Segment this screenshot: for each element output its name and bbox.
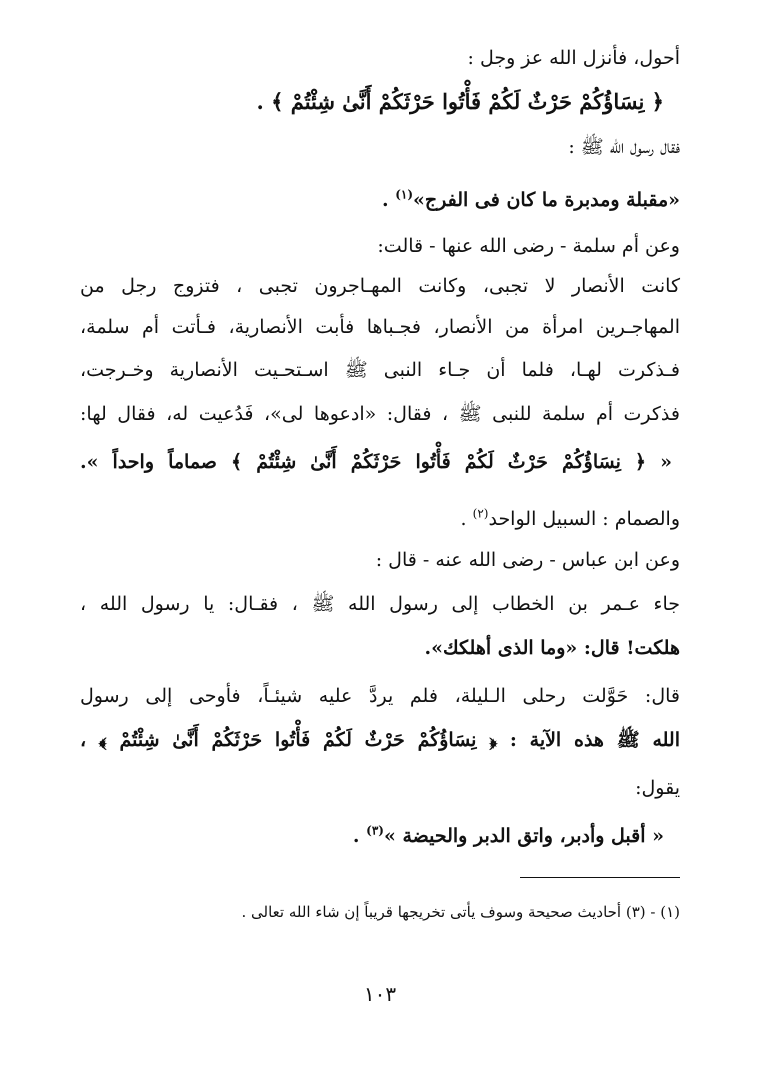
footnote-mark-3: (٣) (366, 823, 384, 838)
footnote-mark-1: (١) (395, 187, 414, 202)
definition-text: والصمام : السبيل الواحد (488, 508, 680, 530)
quran-verse-1: ﴿ نِسَاؤُكُمْ حَرْثٌ لَكُمْ فَأْتُوا حَرْثَكُمْ أَنَّىٰ شِئْتُمْ ﴾ . (256, 89, 664, 114)
footnote: (١) - (٣) أحاديث صحيحة وسوف يأتى تخريجها قريباً إن شاء الله تعالى . (241, 903, 680, 921)
text-line-12: وعن ابن عباس - رضى الله عنه - قال : (375, 549, 680, 571)
hadith-text-1 (80, 186, 680, 214)
text-line-9: فذكرت أم سلمة للنبى ﷺ ، فقال: «ادعوها لى»، فَدُعيت له، فقال لها: (80, 403, 680, 425)
text-line-7: المهاجـرين امرأة من الأنصار، فجـباها فأبت الأنصارية، فـأتت أم سلمة، (80, 316, 680, 338)
hadith-quote-1: «مقبلة ومدبرة ما كان فى الفرج» (413, 189, 680, 211)
footnote-mark-2: (٢) (472, 506, 489, 521)
page-number: ١٠٣ (363, 982, 397, 1006)
period-2: . (460, 508, 467, 530)
quran-verse-2: « ﴿ نِسَاؤُكُمْ حَرْثٌ لَكُمْ فَأْتُوا حَرْثَكُمْ أَنَّىٰ شِئْتُمْ ﴾ صماماً واحداً ». (80, 451, 672, 473)
text-line-17: يقول: (635, 777, 680, 799)
quran-verse-3: الله ﷺ هذه الآية : ﴿ نِسَاؤُكُمْ حَرْثٌ لَكُمْ فَأْتُوا حَرْثَكُمْ أَنَّىٰ شِئْتُمْ ﴾ ، (80, 729, 680, 751)
hadith-quote-2: « أقبل وأدبر، واتق الدبر والحيضة » (383, 825, 664, 847)
text-line-8: فـذكرت لهـا، فلما أن جـاء النبى ﷺ اسـتحـيت الأنصارية وخـرجت، (80, 359, 680, 381)
text-line-3: فقال رسول الله ﷺ : (568, 136, 680, 158)
period-3: . (352, 825, 360, 847)
footnote-separator (520, 877, 680, 878)
period-1: . (381, 189, 389, 211)
text-line-13: جاء عـمر بن الخطاب إلى رسول الله ﷺ ، فقـال: يا رسول الله ، (80, 593, 680, 615)
text-line-15: قال: حَوَّلت رحلى الـليلة، فلم يردَّ عليه شيئـاً، فأوحى إلى رسول (80, 685, 680, 707)
text-line-1: أحول، فأنزل الله عز وجل : (467, 47, 680, 69)
text-line-11 (80, 505, 680, 533)
hadith-text-2 (80, 822, 664, 850)
text-line-14: هلكت! قال: «وما الذى أهلكك». (424, 637, 680, 659)
text-line-6: كانت الأنصار لا تجبى، وكانت المهـاجرون تجبى ، فتزوج رجل من (80, 275, 680, 297)
text-line-5: وعن أم سلمة - رضى الله عنها - قالت: (377, 235, 680, 257)
